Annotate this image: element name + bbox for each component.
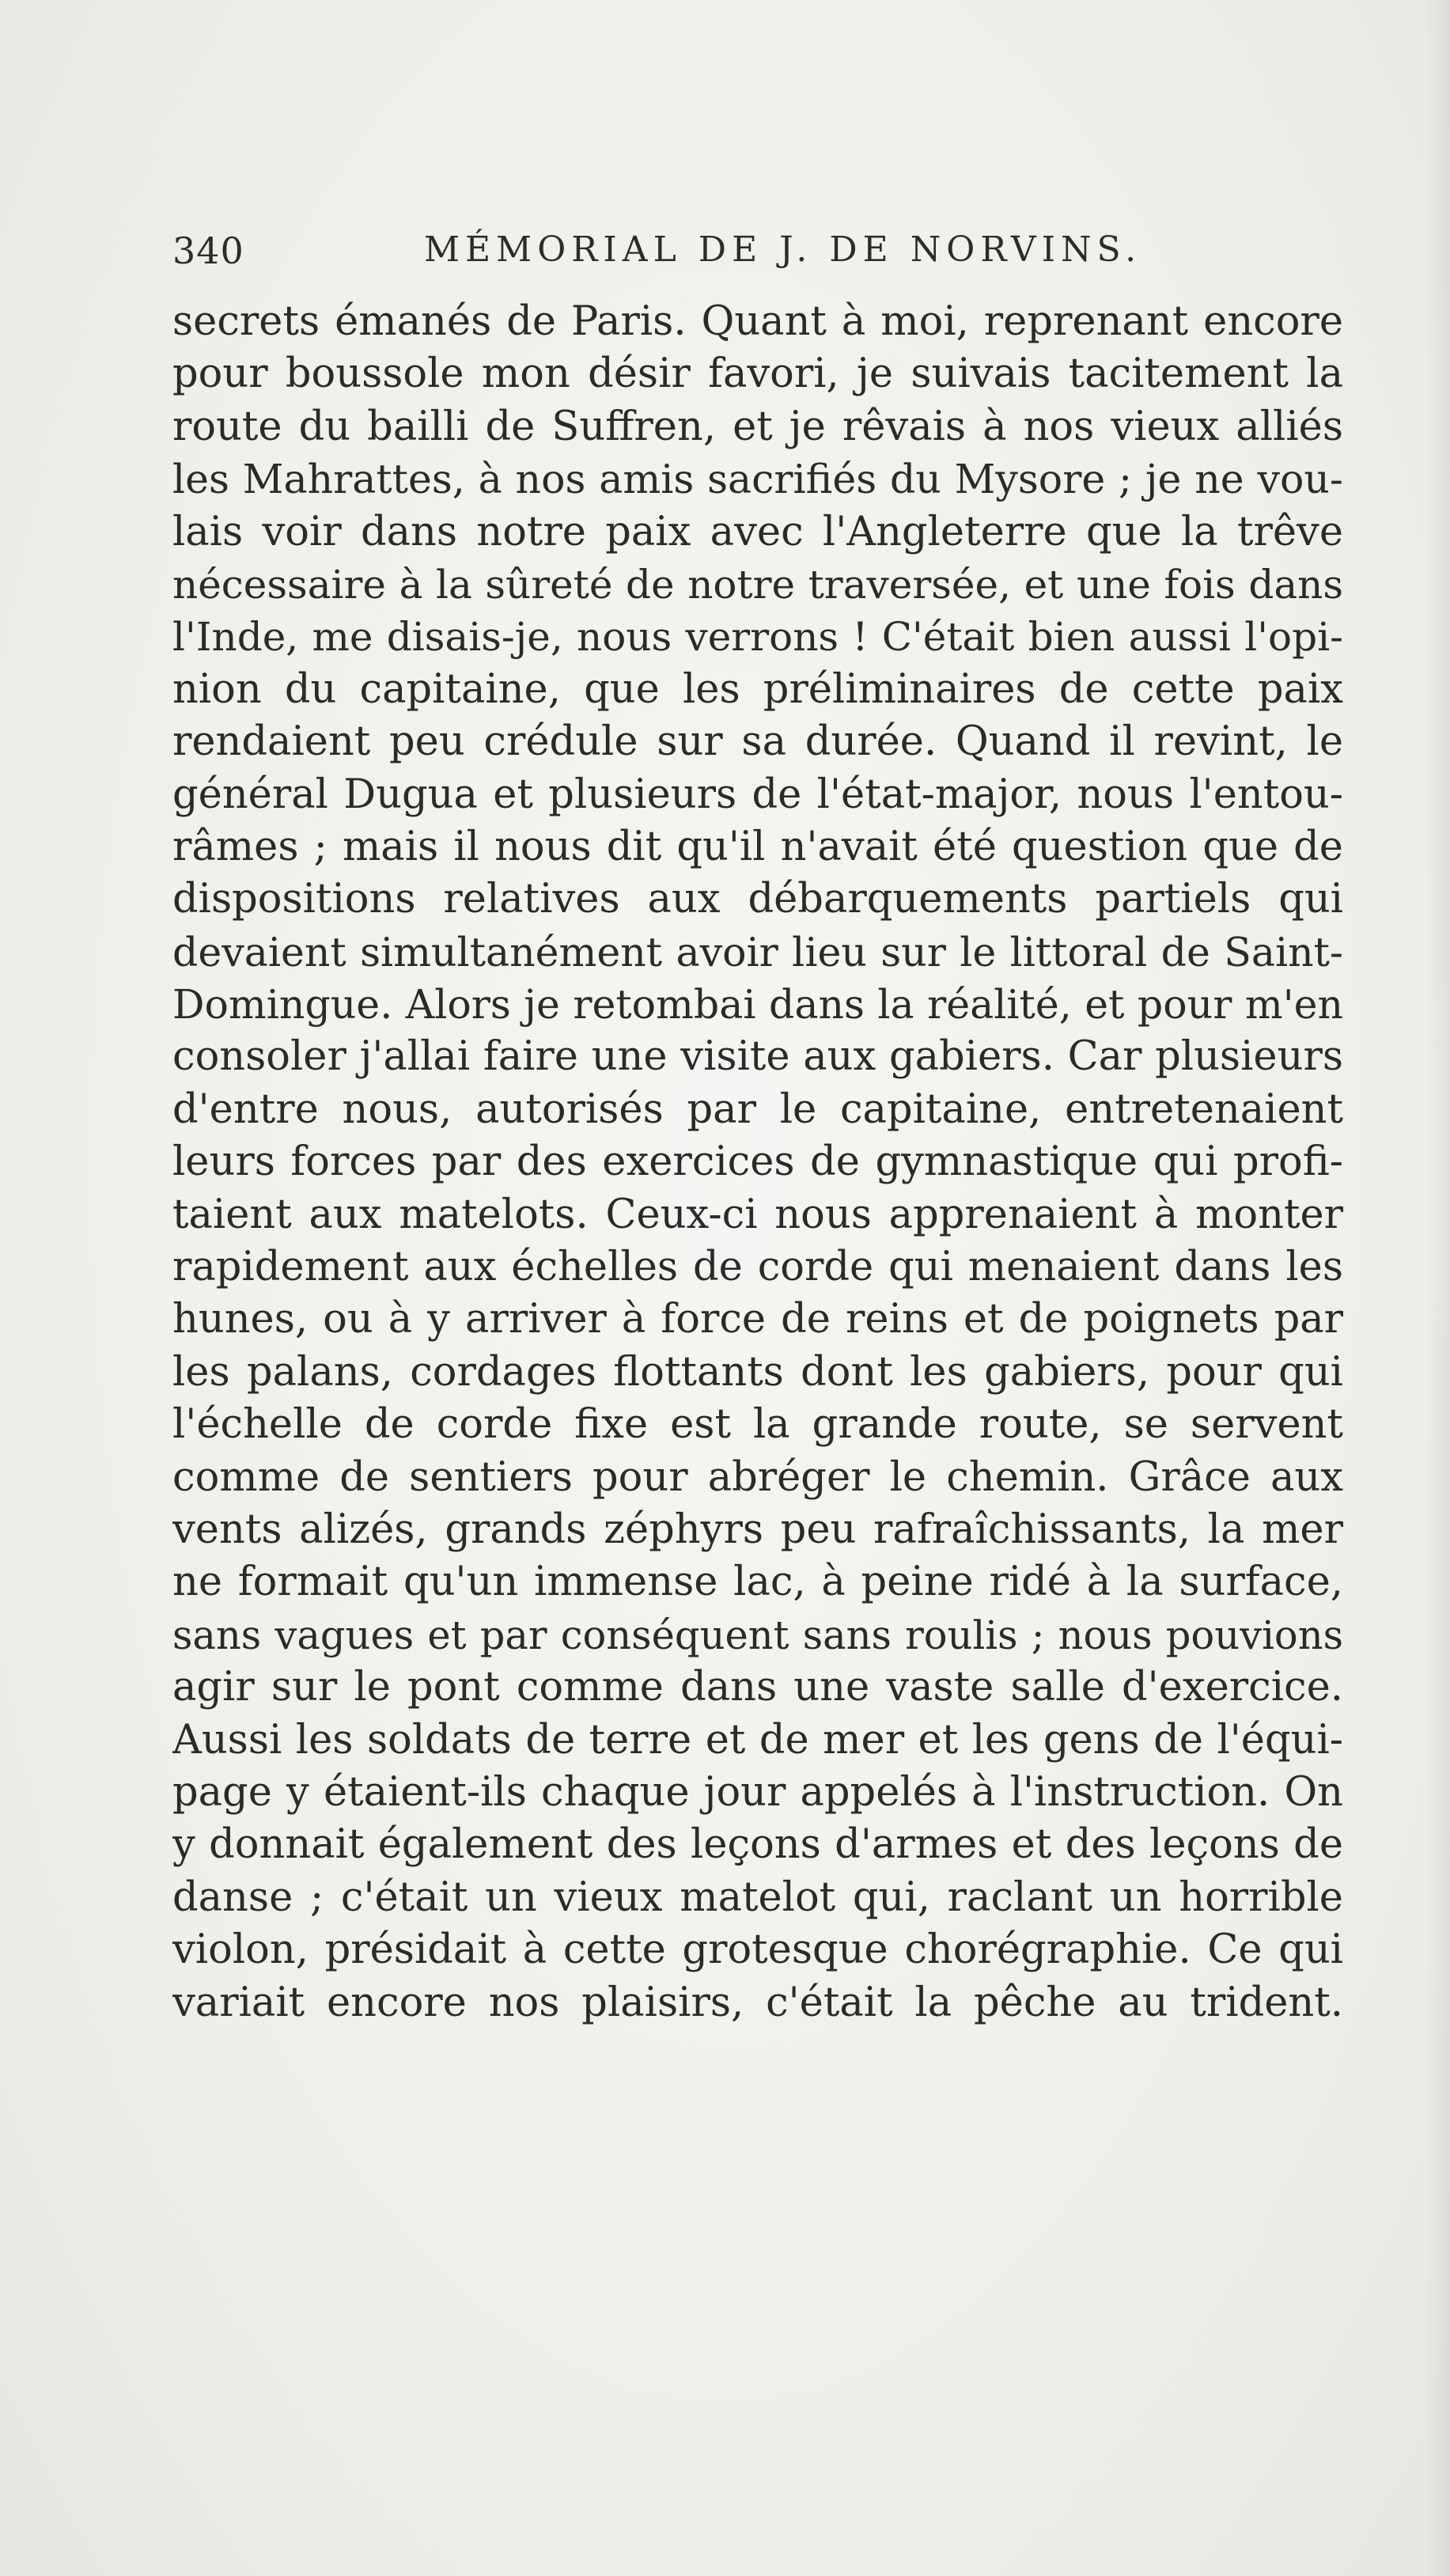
running-title: MÉMORIAL DE J. DE NORVINS. [424, 229, 1142, 270]
text-line: sans vagues et par conséquent sans roulis ; nous pouvions [172, 1612, 1343, 1658]
text-line: vents alizés, grands zéphyrs peu rafraîchissants, la mer [172, 1506, 1343, 1553]
text-line: page y étaient-ils chaque jour appelés à l'instruction. On [172, 1768, 1343, 1816]
text-line: râmes ; mais il nous dit qu'il n'avait été question que de [172, 823, 1343, 870]
text-line: général Dugua et plusieurs de l'état-major, nous l'entou- [172, 771, 1343, 818]
text-line: lais voir dans notre paix avec l'Angleterre que la trêve [172, 508, 1343, 555]
text-line: route du bailli de Suffren, et je rêvais à nos vieux alliés [172, 403, 1343, 450]
text-line: nion du capitaine, que les préliminaires de cette paix [172, 665, 1343, 713]
text-line: les palans, cordages flottants dont les gabiers, pour qui [172, 1348, 1343, 1396]
text-line: rendaient peu crédule sur sa durée. Quand il revint, le [172, 718, 1343, 766]
text-line: d'entre nous, autorisés par le capitaine, entretenaient [172, 1085, 1343, 1133]
body-text [172, 296, 1343, 2029]
text-line: agir sur le pont comme dans une vaste salle d'exercice. [172, 1664, 1343, 1711]
page-header [172, 222, 1343, 285]
text-line: devaient simultanément avoir lieu sur le littoral de Saint- [172, 928, 1343, 975]
text-line: nécessaire à la sûreté de notre traversée, et une fois dans [172, 561, 1343, 608]
page-gutter-shadow [1426, 0, 1450, 2576]
text-line: l'échelle de corde fixe est la grande route, se servent [172, 1401, 1343, 1449]
text-line: consoler j'allai faire une visite aux gabiers. Car plusieurs [172, 1033, 1343, 1081]
text-line: danse ; c'était un vieux matelot qui, raclant un horrible [172, 1873, 1343, 1921]
text-line: violon, présidait à cette grotesque chorégraphie. Ce qui [172, 1926, 1343, 1974]
text-line: les Mahrattes, à nos amis sacrifiés du Mysore ; je ne vou- [172, 456, 1343, 503]
text-line: hunes, ou à y arriver à force de reins et de poignets par [172, 1296, 1343, 1343]
text-line: ne formait qu'un immense lac, à peine ridé à la surface, [172, 1559, 1343, 1606]
text-line: secrets émanés de Paris. Quant à moi, reprenant encore [172, 298, 1343, 345]
text-line: y donnait également des leçons d'armes et des leçons de [172, 1821, 1343, 1869]
text-line: pour boussole mon désir favori, je suivais tacitement la [172, 350, 1343, 398]
page-number: 340 [172, 229, 244, 272]
text-line: comme de sentiers pour abréger le chemin. Grâce aux [172, 1453, 1343, 1501]
text-line: rapidement aux échelles de corde qui menaient dans les [172, 1244, 1343, 1291]
text-line: dispositions relatives aux débarquements partiels qui [172, 876, 1343, 923]
text-line: variait encore nos plaisirs, c'était la pêche au trident. [172, 1979, 1343, 2026]
text-line: Aussi les soldats de terre et de mer et les gens de l'équi- [172, 1716, 1343, 1763]
text-line: taient aux matelots. Ceux-ci nous apprenaient à monter [172, 1191, 1343, 1238]
text-line: l'Inde, me disais-je, nous verrons ! C'était bien aussi l'opi- [172, 614, 1343, 661]
text-line: Domingue. Alors je retombai dans la réalité, et pour m'en [172, 981, 1343, 1029]
text-line: leurs forces par des exercices de gymnastique qui profi- [172, 1138, 1343, 1186]
